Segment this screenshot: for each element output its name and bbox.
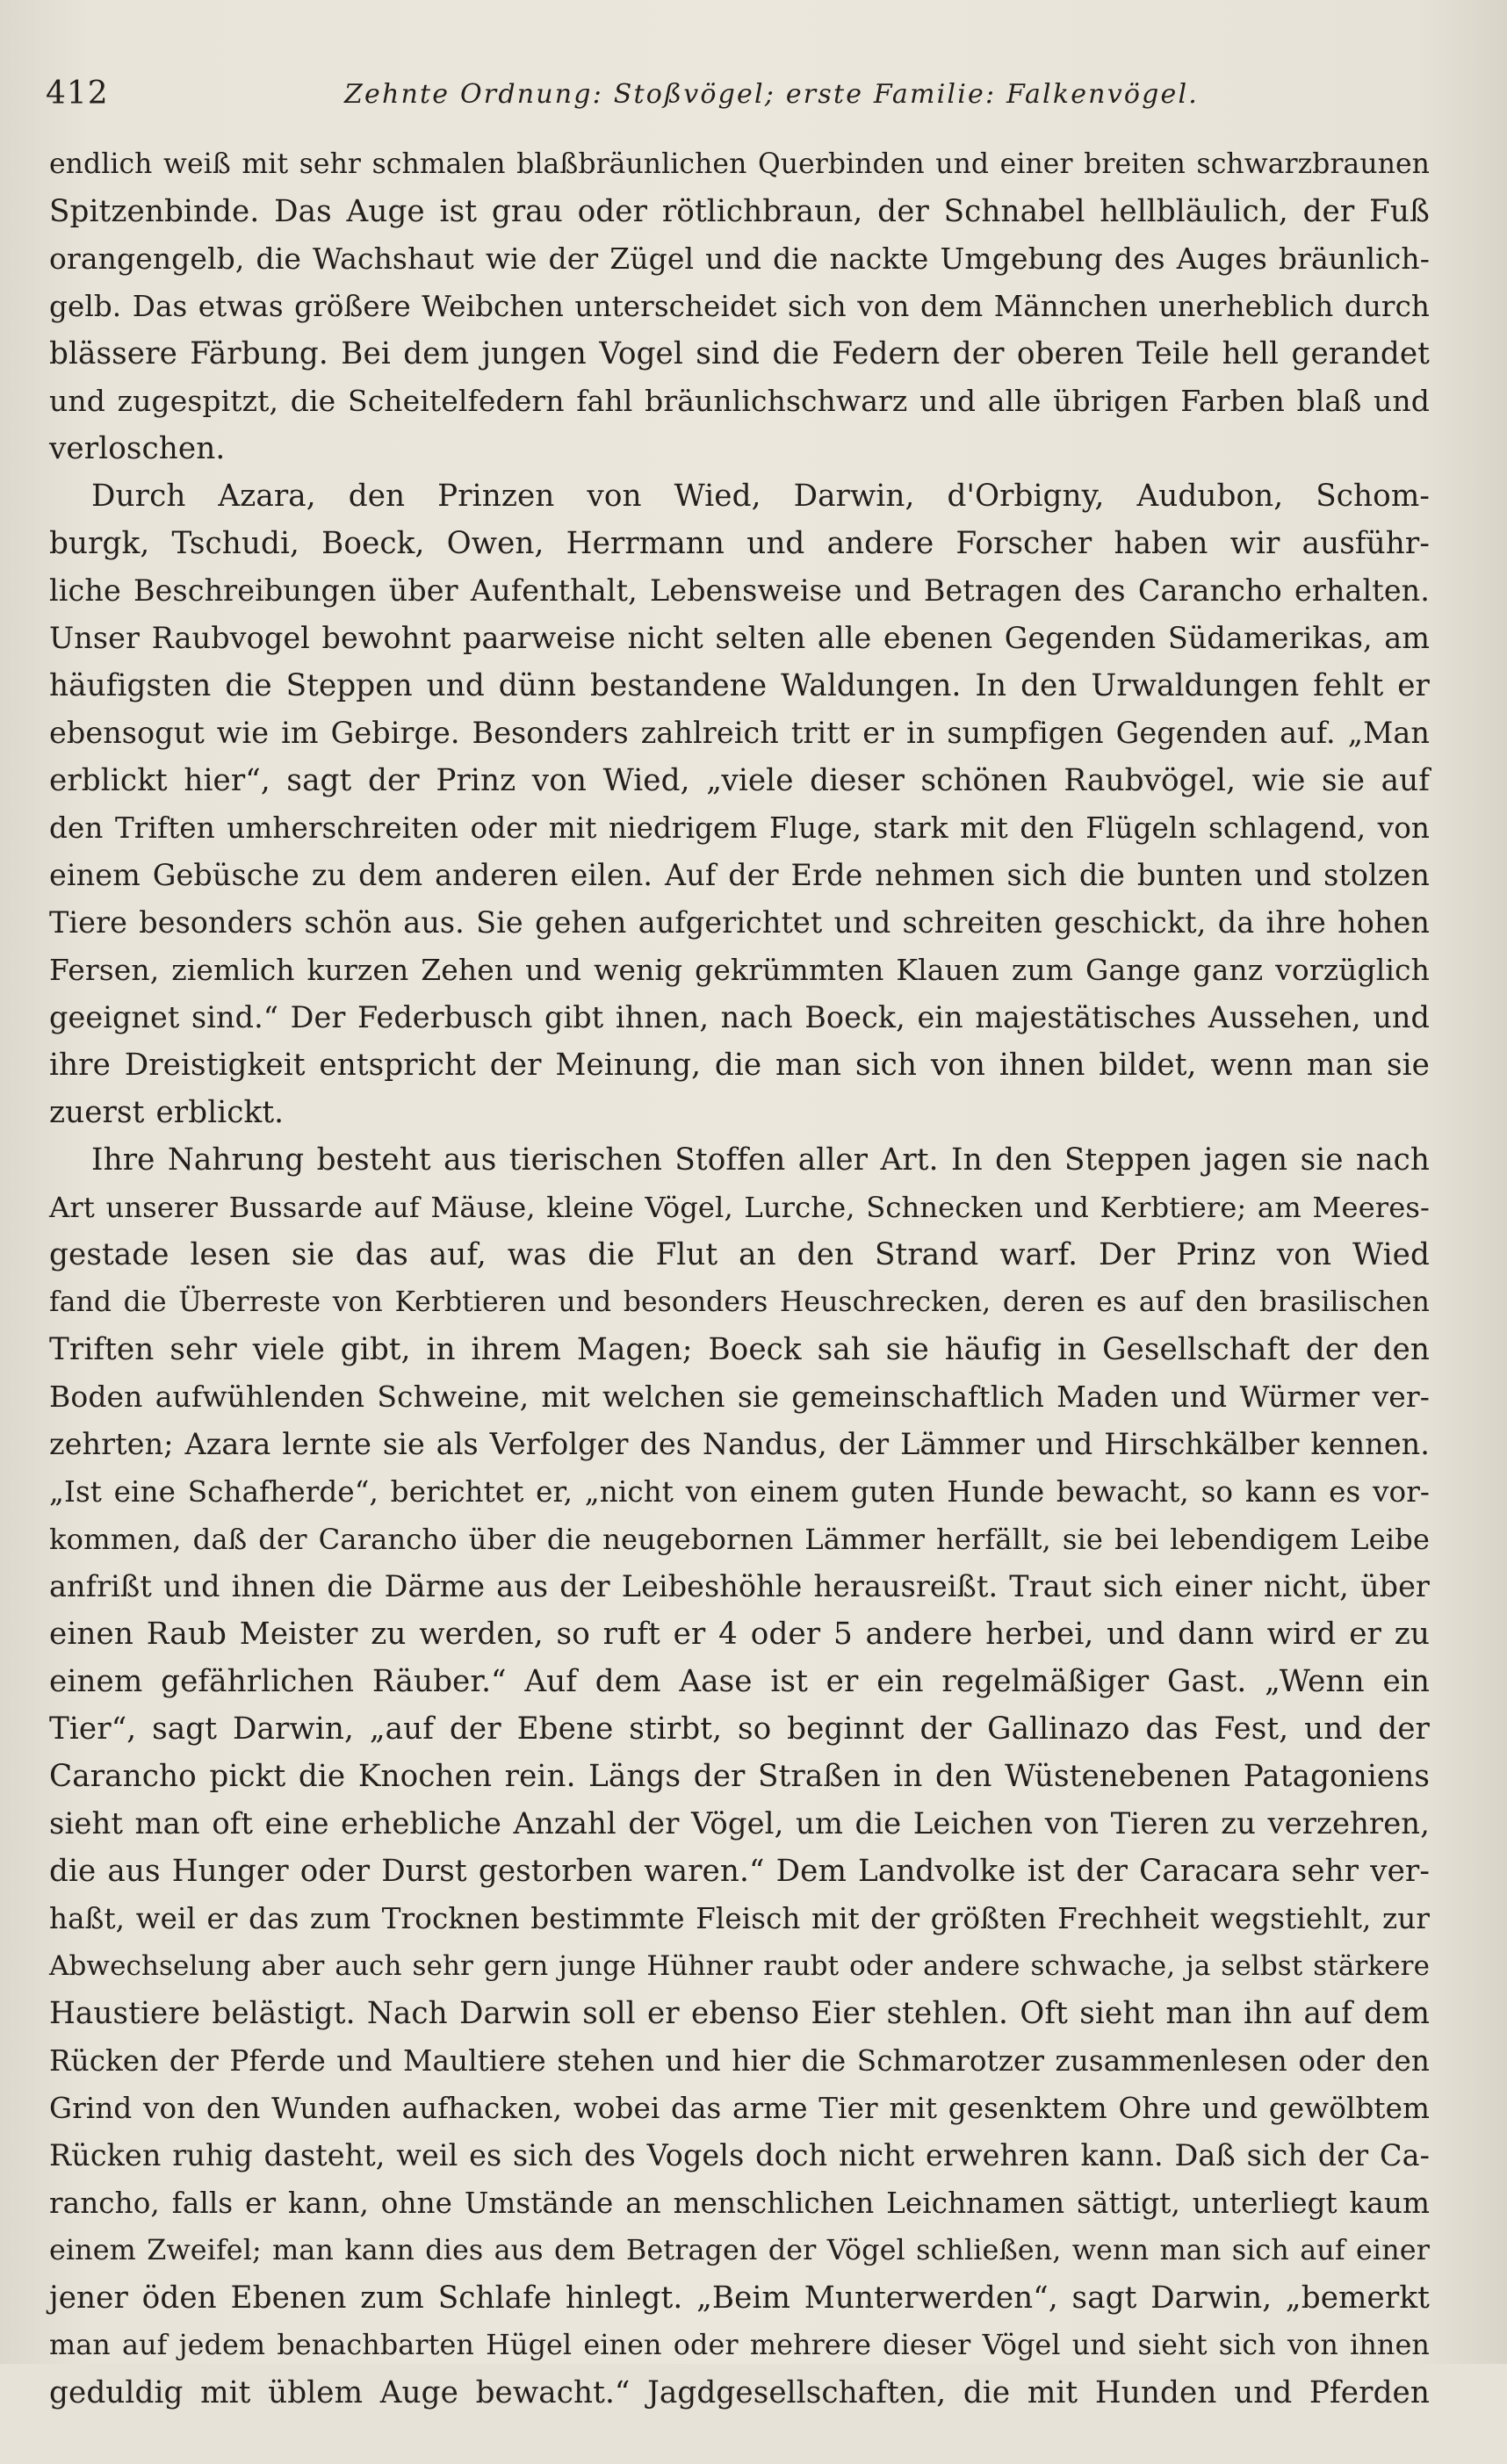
text-line: Triften sehr viele gibt, in ihrem Magen; Boeck sah sie häufig in Gesellschaft der den	[49, 1332, 1430, 1367]
text-line: haßt, weil er das zum Trocknen bestimmte Fleisch mit der größten Frechheit wegstiehlt, zur	[49, 1902, 1430, 1935]
text-line: Boden aufwühlenden Schweine, mit welchen sie gemeinschaftlich Maden und Würmer ver-	[49, 1380, 1430, 1414]
text-line: endlich weiß mit sehr schmalen blaßbräunlichen Querbinden und einer breiten schwarzbraunen	[49, 148, 1430, 180]
text-line: einem gefährlichen Räuber.“ Auf dem Aase ist er ein regelmäßiger Gast. „Wenn ein	[49, 1664, 1430, 1699]
text-line: Grind von den Wunden aufhacken, wobei das arme Tier mit gesenktem Ohre und gewölbtem	[49, 2092, 1430, 2125]
page-header	[46, 76, 1433, 119]
text-line: einem Zweifel; man kann dies aus dem Betragen der Vögel schließen, wenn man sich auf einer	[49, 2234, 1430, 2266]
text-line: geduldig mit üblem Auge bewacht.“ Jagdgesellschaften, die mit Hunden und Pferden	[49, 2375, 1430, 2410]
text-line: Tiere besonders schön aus. Sie gehen aufgerichtet und schreiten geschickt, da ihre hohen	[49, 905, 1430, 940]
text-line: orangengelb, die Wachshaut wie der Zügel und die nackte Umgebung des Auges bräunlich-	[49, 241, 1430, 276]
text-line	[49, 2417, 1430, 2464]
text-line: Haustiere belästigt. Nach Darwin soll er ebenso Eier stehlen. Oft sieht man ihn auf dem	[49, 1996, 1430, 2031]
text-line: liche Beschreibungen über Aufenthalt, Lebensweise und Betragen des Carancho erhalten.	[49, 573, 1430, 608]
text-line: sieht man oft eine erhebliche Anzahl der Vögel, um die Leichen von Tieren zu verzehren,	[49, 1806, 1430, 1841]
text-line: und zugespitzt, die Scheitelfedern fahl bräunlichschwarz und alle übrigen Farben blaß und	[49, 384, 1430, 418]
running-head: Zehnte Ordnung: Stoßvögel; erste Familie: Falkenvögel.	[344, 79, 1199, 110]
text-line: häufigsten die Steppen und dünn bestandene Waldungen. In den Urwaldungen fehlt er	[49, 668, 1430, 703]
text-line: man auf jedem benachbarten Hügel einen oder mehrere dieser Vögel und sieht sich von ihnen	[49, 2329, 1430, 2361]
paragraph-first-line: Durch Azara, den Prinzen von Wied, Darwin, d'Orbigny, Audubon, Schom-	[91, 479, 1430, 514]
text-line: Tier“, sagt Darwin, „auf der Ebene stirbt, so beginnt der Gallinazo das Fest, und der	[49, 1711, 1430, 1747]
text-line: zehrten; Azara lernte sie als Verfolger des Nandus, der Lämmer und Hirschkälber kennen.	[49, 1427, 1430, 1461]
text-line: jener öden Ebenen zum Schlafe hinlegt. „Beim Munterwerden“, sagt Darwin, „bemerkt	[49, 2280, 1430, 2316]
text-line: Rücken der Pferde und Maultiere stehen und hier die Schmarotzer zusammenlesen oder den	[49, 2044, 1430, 2078]
text-line: zuerst erblickt.	[49, 1095, 285, 1130]
text-line: gestade lesen sie das auf, was die Flut an den Strand warf. Der Prinz von Wied	[49, 1237, 1430, 1272]
text-line: den Triften umherschreiten oder mit niedrigem Fluge, stark mit den Flügeln schlagend, von	[49, 811, 1430, 845]
text-line: geeignet sind.“ Der Federbusch gibt ihnen, nach Boeck, ein majestätisches Aussehen, und	[49, 1000, 1430, 1034]
text-line: Art unserer Bussarde auf Mäuse, kleine Vögel, Lurche, Schnecken und Kerbtiere; am Meeres-	[49, 1191, 1430, 1224]
text-line: rancho, falls er kann, ohne Umstände an menschlichen Leichnamen sättigt, unterliegt kaum	[49, 2187, 1430, 2220]
paragraph-first-line: Ihre Nahrung besteht aus tierischen Stoffen aller Art. In den Steppen jagen sie nach	[91, 1142, 1430, 1178]
text-line: Rücken ruhig dasteht, weil es sich des Vogels doch nicht erwehren kann. Daß sich der Ca-	[49, 2138, 1430, 2172]
text-line: Fersen, ziemlich kurzen Zehen und wenig gekrümmten Klauen zum Gange ganz vorzüglich	[49, 953, 1430, 987]
text-line: fand die Überreste von Kerbtieren und besonders Heuschrecken, deren es auf den brasilischen	[49, 1286, 1430, 1318]
text-line: einem Gebüsche zu dem anderen eilen. Auf der Erde nehmen sich die bunten und stolzen	[49, 858, 1430, 892]
text-line: blässere Färbung. Bei dem jungen Vogel sind die Federn der oberen Teile hell gerandet	[49, 336, 1430, 371]
text-line: anfrißt und ihnen die Därme aus der Leibeshöhle herausreißt. Traut sich einer nicht, über	[49, 1569, 1430, 1603]
text-line: erblickt hier“, sagt der Prinz von Wied, „viele dieser schönen Raubvögel, wie sie auf	[49, 763, 1430, 798]
text-line: ihre Dreistigkeit entspricht der Meinung, die man sich von ihnen bildet, wenn man sie	[49, 1048, 1430, 1083]
text-line: „Ist eine Schafherde“, berichtet er, „nicht von einem guten Hunde bewacht, so kann es vor-	[49, 1475, 1430, 1509]
text-line: kommen, daß der Carancho über die neugebornen Lämmer herfällt, sie bei lebendigem Leibe	[49, 1523, 1430, 1556]
text-line: verloschen.	[49, 431, 226, 466]
text-line: gelb. Das etwas größere Weibchen unterscheidet sich von dem Männchen unerheblich durch	[49, 290, 1430, 323]
text-line: Carancho pickt die Knochen rein. Längs der Straßen in den Wüstenebenen Patagoniens	[49, 1759, 1430, 1794]
text-line: Abwechselung aber auch sehr gern junge Hühner raubt oder andere schwache, ja selbst stärkere	[49, 1950, 1431, 1982]
text-line: die aus Hunger oder Durst gestorben waren.“ Dem Landvolke ist der Caracara sehr ver-	[49, 1854, 1430, 1889]
text-line: Unser Raubvogel bewohnt paarweise nicht selten alle ebenen Gegenden Südamerikas, am	[49, 621, 1430, 655]
text-line: einen Raub Meister zu werden, so ruft er 4 oder 5 andere herbei, und dann wird er zu	[49, 1617, 1430, 1652]
text-line: ebensogut wie im Gebirge. Besonders zahlreich tritt er in sumpfigen Gegenden auf. „Man	[49, 716, 1430, 750]
page-number: 412	[46, 76, 109, 112]
text-line: Spitzenbinde. Das Auge ist grau oder rötlichbraun, der Schnabel hellbläulich, der Fuß	[49, 194, 1430, 229]
text-line: burgk, Tschudi, Boeck, Owen, Herrmann und andere Forscher haben wir ausführ-	[49, 526, 1430, 561]
body-text	[49, 140, 1430, 2464]
